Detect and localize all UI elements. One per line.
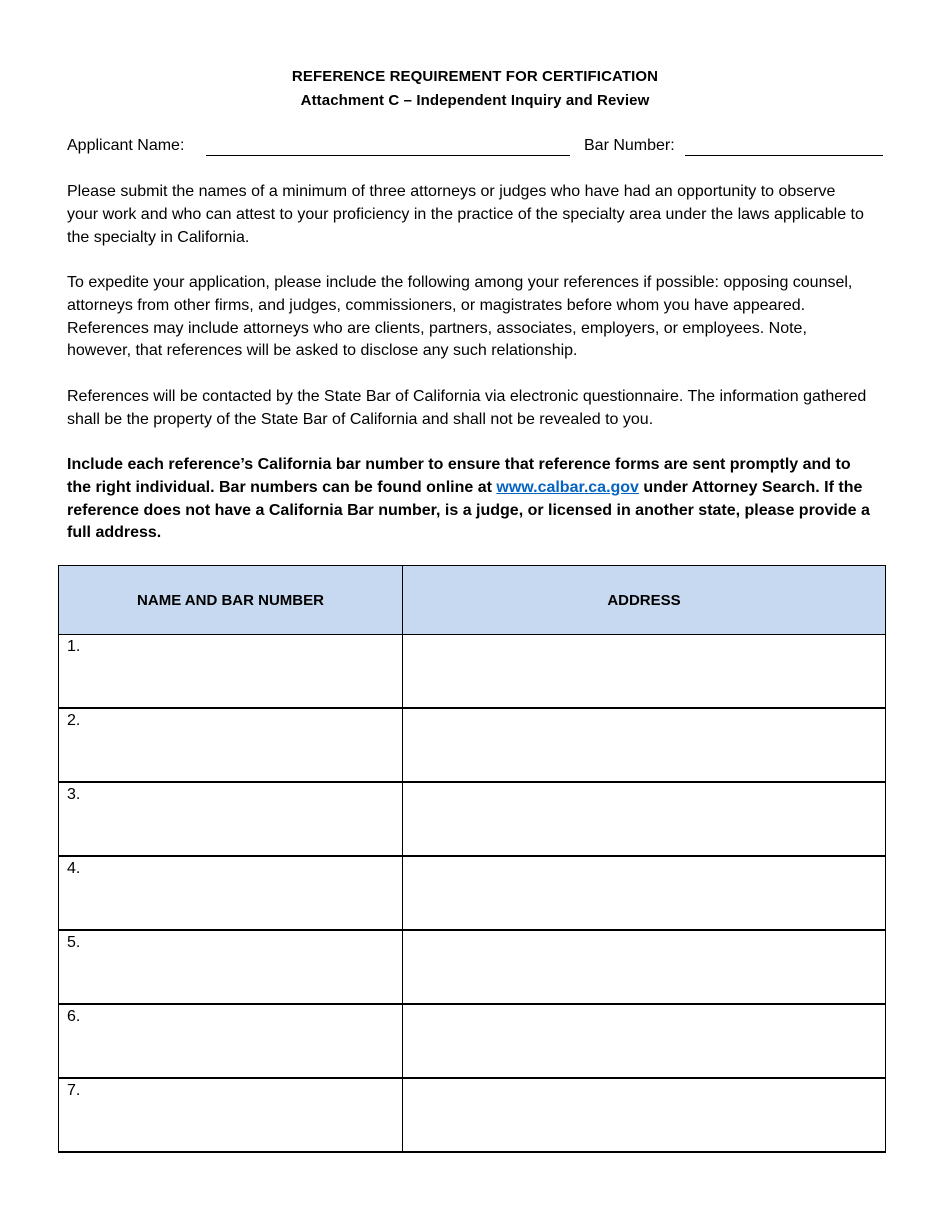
reference-address-cell[interactable] <box>403 1078 886 1152</box>
reference-name-cell[interactable]: 1. <box>59 635 403 709</box>
table-row <box>59 930 886 1004</box>
reference-name-cell[interactable]: 2. <box>59 708 403 782</box>
bar-number-field[interactable] <box>685 155 883 156</box>
calbar-link[interactable]: www.calbar.ca.gov <box>496 478 639 496</box>
table-row <box>59 708 886 782</box>
bar-number-instructions <box>67 454 877 545</box>
instructions-paragraph-1: Please submit the names of a minimum of three attorneys or judges who have had an opportunity to observe your work and who can attest to your proficiency in the practice of the specialty area under the laws applicable to the specialty in California. <box>67 183 864 246</box>
reference-name-cell[interactable]: 7. <box>59 1078 403 1152</box>
applicant-name-label: Applicant Name: <box>67 137 185 154</box>
table-row <box>59 635 886 709</box>
table-row <box>59 782 886 856</box>
bar-number-instructions-text: Include each reference’s California bar number to ensure that reference forms are sent promptly and to the right individual. Bar numbers can be found online at <box>67 456 851 496</box>
document-subtitle: Attachment C – Independent Inquiry and Review <box>300 92 650 109</box>
reference-address-cell[interactable] <box>403 635 886 709</box>
table-row <box>59 856 886 930</box>
reference-address-cell[interactable] <box>403 782 886 856</box>
table-row <box>59 1078 886 1152</box>
reference-address-cell[interactable] <box>403 856 886 930</box>
reference-address-cell[interactable] <box>403 1004 886 1078</box>
bar-number-instructions-text-end: under Attorney Search. If the reference does not have a California Bar number, is a judge, or licensed in another state, please provide a full address. <box>67 478 870 542</box>
reference-name-cell[interactable]: 6. <box>59 1004 403 1078</box>
reference-address-cell[interactable] <box>403 708 886 782</box>
column-header-name: NAME AND BAR NUMBER <box>59 566 403 635</box>
references-table <box>58 565 886 1153</box>
instructions-paragraph-3: References will be contacted by the State Bar of California via electronic questionnaire. The information gathered shall be the property of the State Bar of California and shall not be revealed to you. <box>67 388 867 428</box>
instructions-paragraph-2: To expedite your application, please include the following among your references if possible: opposing counsel, attorneys from other firms, and judges, commissioners, or magistrates before whom you have appeared. References may include attorneys who are clients, partners, associates, employers, or employees. Note, however, that references will be asked to disclose any such relationship. <box>67 274 853 360</box>
table-row <box>59 1004 886 1078</box>
bar-number-label: Bar Number: <box>584 137 675 154</box>
reference-address-cell[interactable] <box>403 930 886 1004</box>
reference-name-cell[interactable]: 3. <box>59 782 403 856</box>
document-title: REFERENCE REQUIREMENT FOR CERTIFICATION <box>291 68 659 85</box>
applicant-name-field[interactable] <box>206 155 570 156</box>
column-header-address: ADDRESS <box>403 566 886 635</box>
references-table-header <box>59 566 886 635</box>
applicant-info-row <box>67 137 885 159</box>
reference-name-cell[interactable]: 4. <box>59 856 403 930</box>
reference-name-cell[interactable]: 5. <box>59 930 403 1004</box>
